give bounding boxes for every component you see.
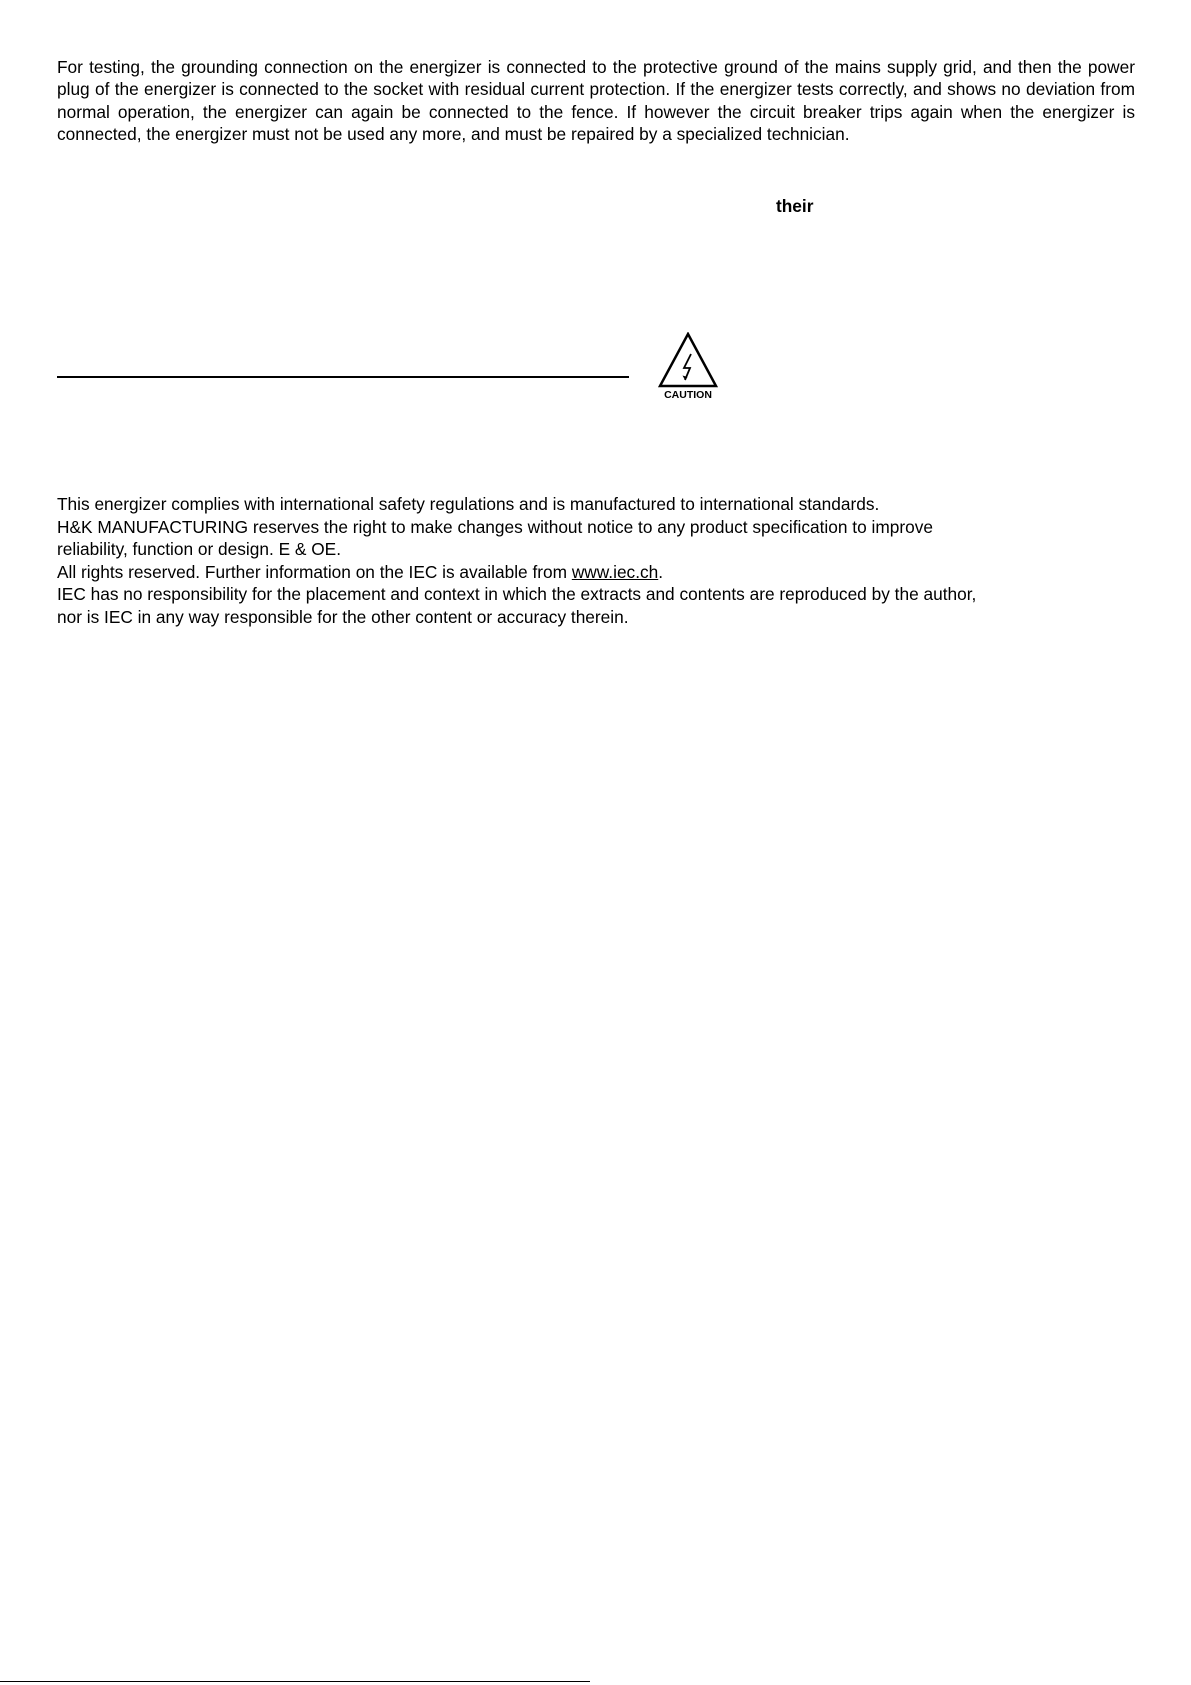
notice-line: reliability, function or design. E & OE. <box>57 539 341 560</box>
notice-line: nor is IEC in any way responsible for the other content or accuracy therein. <box>57 606 629 627</box>
caution-label: CAUTION <box>664 389 712 401</box>
notice-line: IEC has no responsibility for the placement and context in which the extracts and contents are reproduced by the author, <box>57 584 977 605</box>
notice-text: . <box>658 561 664 582</box>
notice-line: H&K MANUFACTURING reserves the right to make changes without notice to any product specification to improve <box>57 516 933 537</box>
iec-website-link[interactable]: www.iec.ch <box>571 561 659 582</box>
compliance-notice <box>57 493 1137 629</box>
notice-text: All rights reserved. Further information on the IEC is available from <box>57 561 572 582</box>
high-voltage-warning-triangle-icon <box>658 332 718 388</box>
caution-symbol <box>654 332 722 404</box>
notice-line-with-link <box>57 561 1137 584</box>
bold-text-fragment: their <box>776 196 814 216</box>
section-divider-line <box>57 376 629 378</box>
notice-line: This energizer complies with international safety regulations and is manufactured to international standards. <box>57 494 880 514</box>
testing-instructions-paragraph: For testing, the grounding connection on the energizer is connected to the protective ground of the mains supply grid, and then the power plug of the energizer is connected to the socket with residual current protection. If the energizer tests correctly, and shows no deviation from normal operation, the energizer can again be connected to the fence. If however the circuit breaker trips again when the energizer is connected, the energizer must not be used any more, and must be repaired by a specialized technician. <box>57 57 1135 145</box>
footer-divider-line <box>0 1681 590 1682</box>
